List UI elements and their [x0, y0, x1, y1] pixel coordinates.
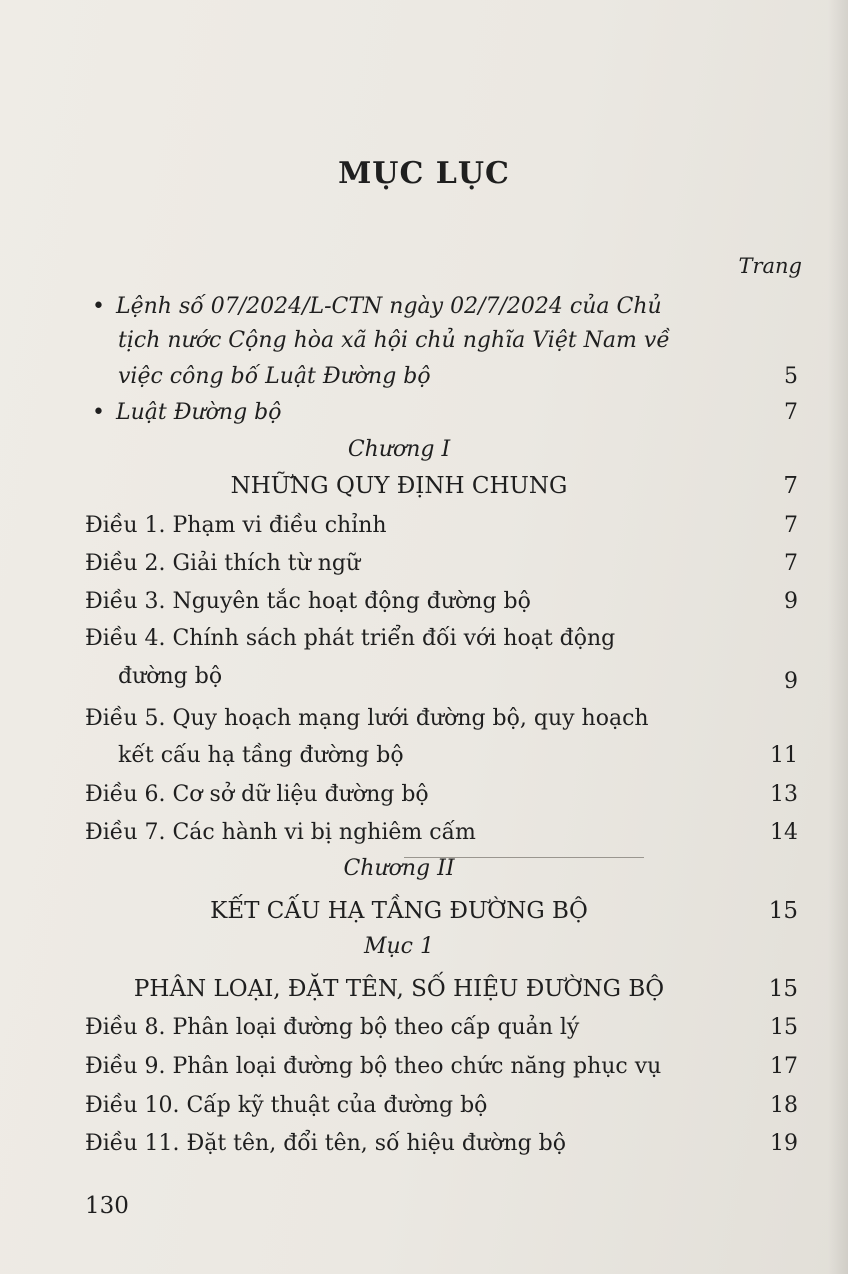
- chapter-label: Chương I: [347, 437, 451, 462]
- toc-entry-article: Điều 9. Phân loại đường bộ theo chức năng phục vụ 17: [85, 1052, 798, 1082]
- page-title: MỤC LỤC: [338, 156, 510, 191]
- toc-page-number: 9: [784, 669, 798, 694]
- toc-entry-article: Điều 4. Chính sách phát triển đối với hoạt động: [85, 626, 616, 651]
- toc-entry-article: Điều 6. Cơ sở dữ liệu đường bộ 13: [85, 780, 798, 810]
- toc-entry-text: việc công bố Luật Đường bộ: [118, 364, 431, 389]
- toc-page-number: 15: [768, 976, 798, 1002]
- toc-page-number: 5: [784, 364, 798, 389]
- toc-entry-text: Luật Đường bộ: [116, 400, 282, 425]
- toc-page-number: 19: [770, 1131, 798, 1156]
- toc-page-number: 9: [784, 589, 798, 614]
- chapter-title: NHỮNG QUY ĐỊNH CHUNG 7: [230, 473, 798, 499]
- toc-entry-article-cont: đường bộ: [118, 664, 223, 689]
- page-column-label: Trang: [738, 254, 802, 278]
- toc-entry-article: Điều 5. Quy hoạch mạng lưới đường bộ, quy hoạch: [85, 706, 649, 731]
- toc-page-number: 7: [784, 400, 798, 425]
- toc-entry-text: Lệnh số 07/2024/L-CTN ngày 02/7/2024 của Chủ: [116, 294, 662, 319]
- toc-entry-article-cont: kết cấu hạ tầng đường bộ 11: [118, 741, 798, 771]
- section-title: PHÂN LOẠI, ĐẶT TÊN, SỐ HIỆU ĐƯỜNG BỘ 15: [133, 976, 798, 1002]
- section-label: Mục 1: [363, 934, 434, 959]
- toc-entry-article: Điều 7. Các hành vi bị nghiêm cấm 14: [85, 818, 798, 848]
- toc-page-number: 14: [770, 820, 798, 845]
- toc-entry-decree: [92, 292, 798, 322]
- toc-entry-article: Điều 1. Phạm vi điều chỉnh 7: [85, 511, 798, 541]
- chapter-label: Chương II: [343, 856, 455, 881]
- toc-entry-article: Điều 3. Nguyên tắc hoạt động đường bộ 9: [85, 587, 798, 617]
- toc-entry-decree-line3: [118, 362, 798, 392]
- toc-entry-article: Điều 2. Giải thích từ ngữ 7: [85, 549, 798, 579]
- toc-page-number: 7: [784, 551, 798, 576]
- toc-page-number: 18: [770, 1093, 798, 1118]
- toc-entry-article: Điều 8. Phân loại đường bộ theo cấp quản lý 15: [85, 1013, 798, 1043]
- toc-page-number: 15: [768, 898, 798, 924]
- toc-entry-article: Điều 10. Cấp kỹ thuật của đường bộ 18: [85, 1091, 798, 1121]
- toc-page-number: 7: [784, 513, 798, 538]
- toc-entry-law: [92, 398, 798, 428]
- bullet-icon: •: [92, 294, 105, 319]
- toc-page-number: 15: [770, 1015, 798, 1040]
- toc-entry-text: tịch nước Cộng hòa xã hội chủ nghĩa Việt Nam về: [118, 328, 670, 353]
- toc-page-number: 7: [783, 473, 798, 499]
- bullet-icon: •: [92, 400, 105, 425]
- toc-entry-decree-line2: [118, 326, 798, 356]
- page-number: 130: [85, 1193, 129, 1219]
- toc-page-number: 13: [770, 782, 798, 807]
- toc-entry-article: Điều 11. Đặt tên, đổi tên, số hiệu đường bộ 19: [85, 1129, 798, 1159]
- chapter-title: KẾT CẤU HẠ TẦNG ĐƯỜNG BỘ 15: [210, 898, 798, 924]
- toc-page-number: 17: [770, 1054, 798, 1079]
- toc-page-number: 11: [770, 743, 798, 768]
